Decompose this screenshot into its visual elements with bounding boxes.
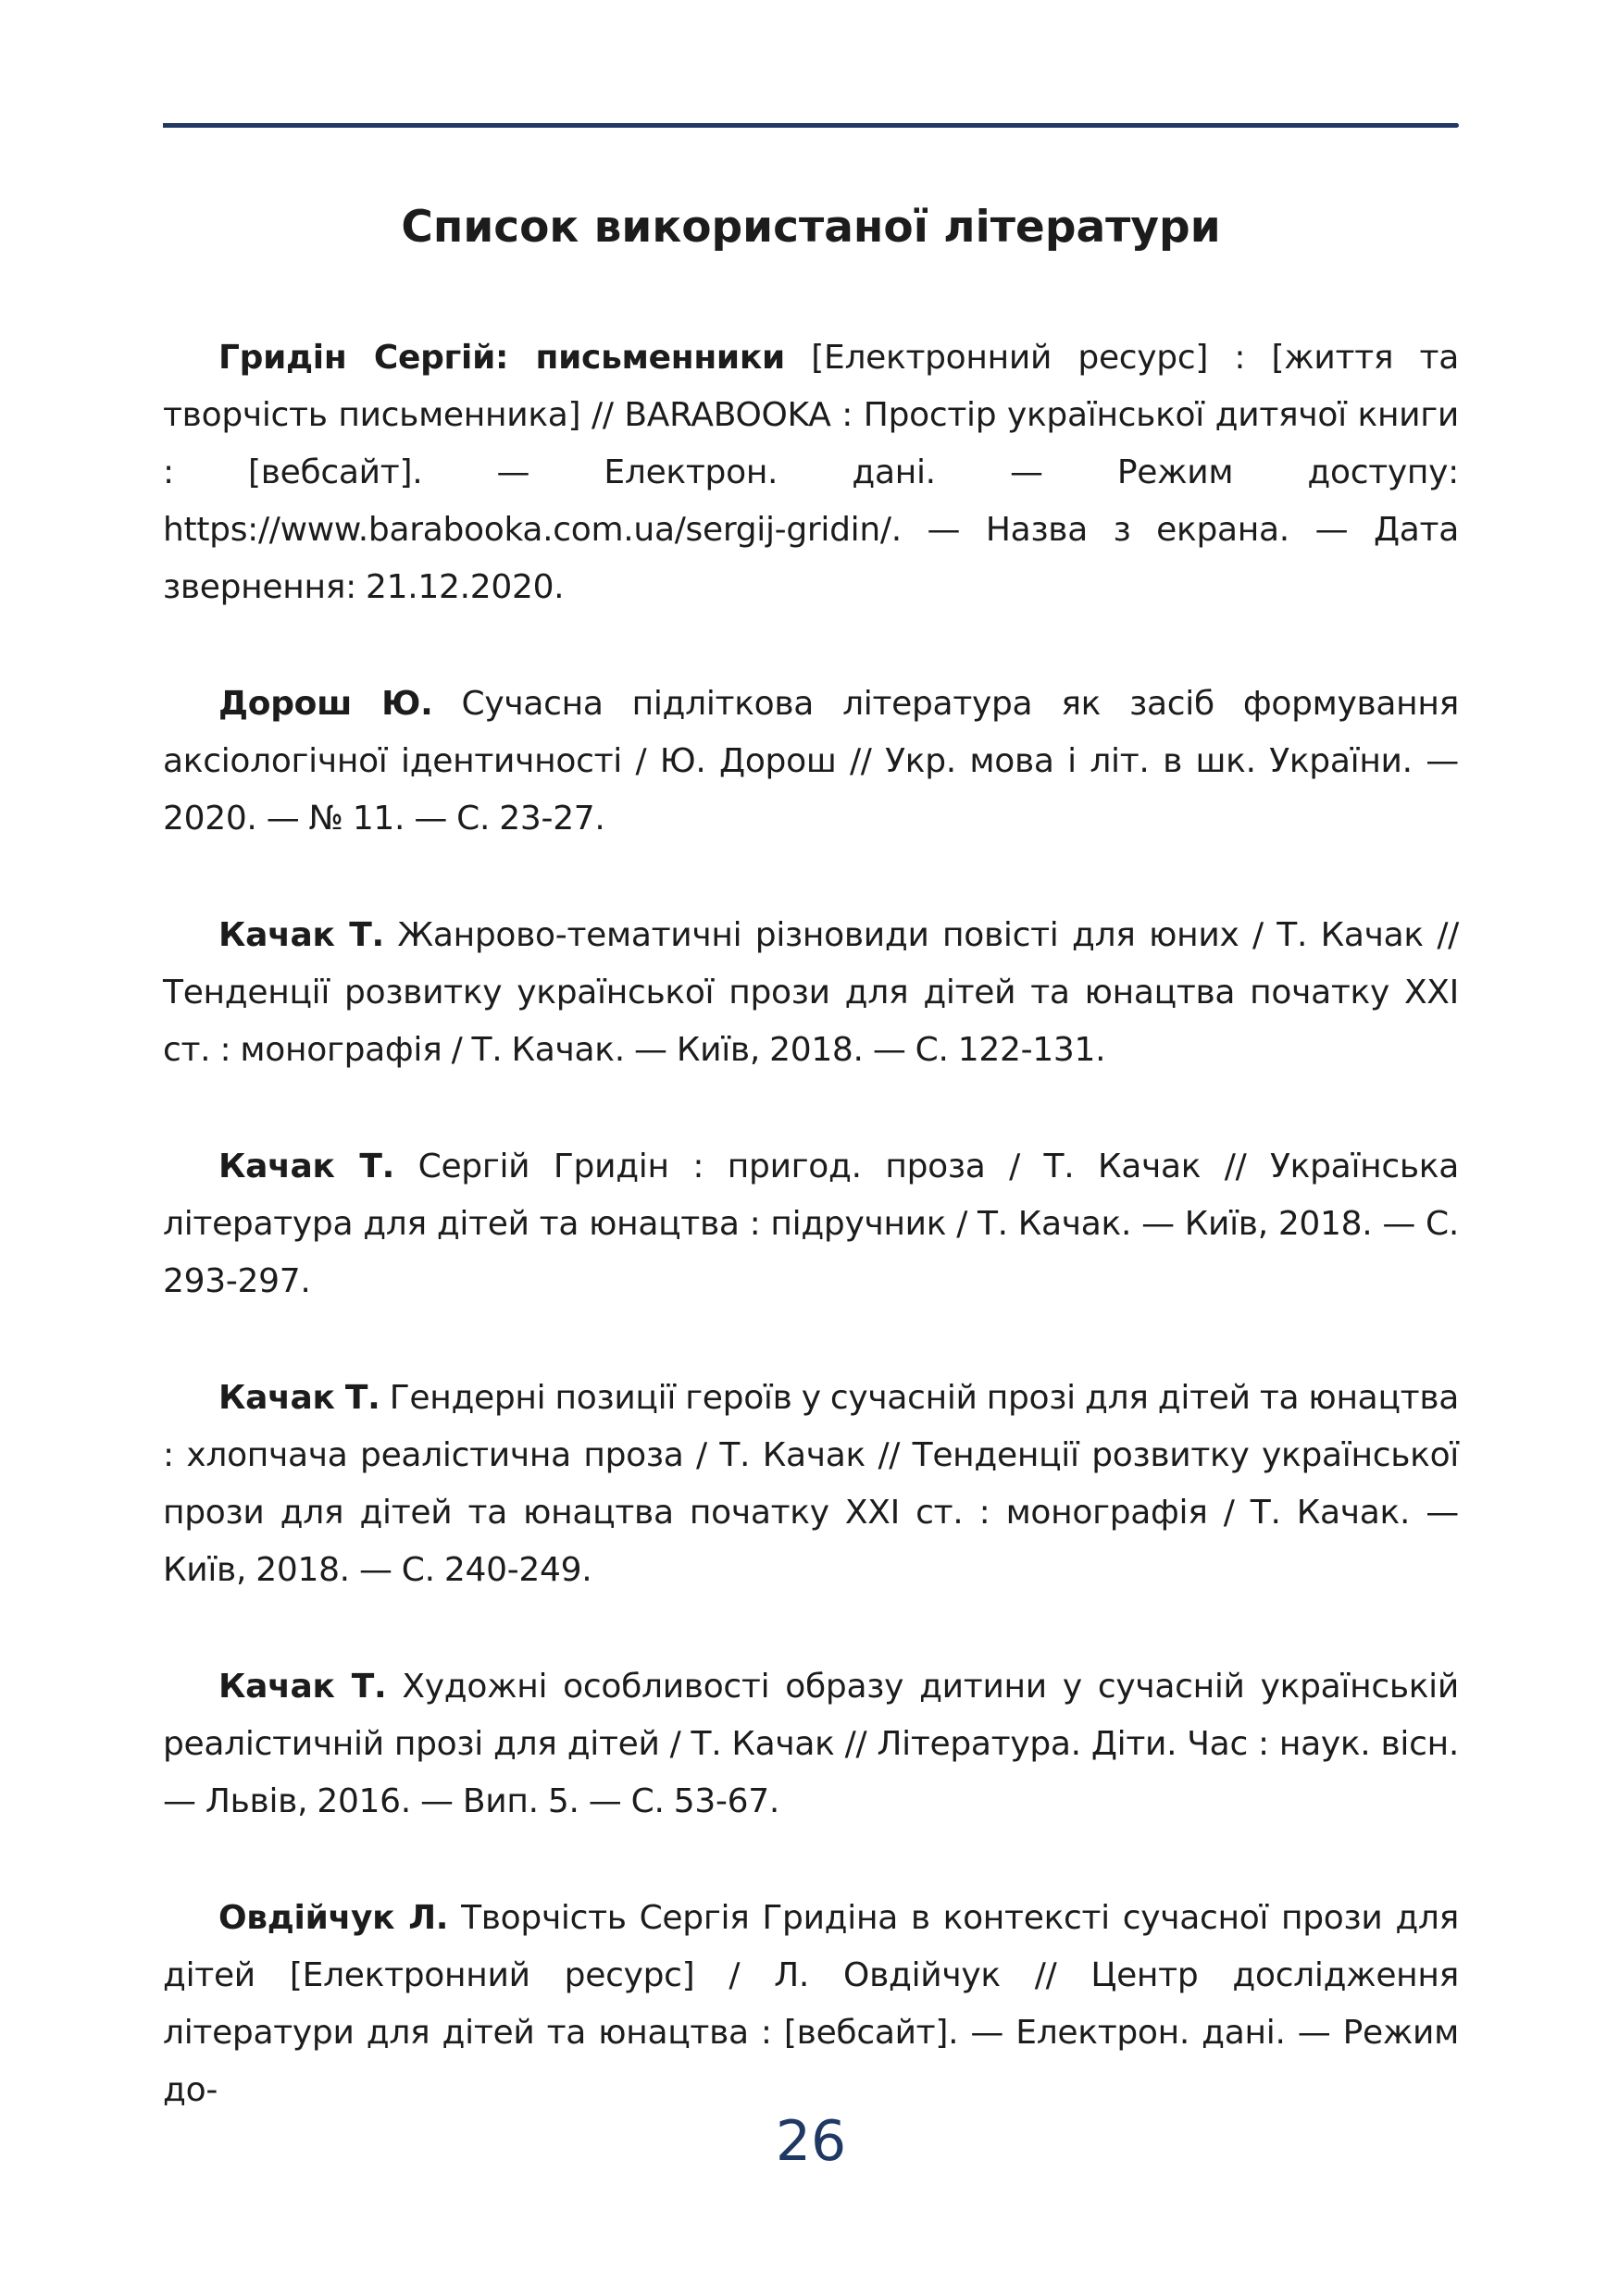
bibliography-entry <box>163 1658 1459 1831</box>
entry-author: Качак Т. <box>218 1379 380 1417</box>
bibliography-entry <box>163 329 1459 616</box>
entry-text: Жанрово-тематичні різновиди повісті для юних / Т. Качак // Тенденції розвитку української прози для дітей та юнацтва початку ХХІ ст. : монографія / Т. Качак. — Київ, 2018. — С. 122-131. <box>163 916 1459 1069</box>
entry-author: Качак Т. <box>218 1668 387 1706</box>
entry-text: [Електронний ресурс] : [життя та творчість письменника] // BARABOOKA : Простір української дитячої книги : [вебсайт]. — Електрон. дані. — Режим доступу: https://www.barabooka.com.ua/sergij-gridin/. — Назва з екрана. — Дата звернення: 21.12.2020. <box>163 339 1459 606</box>
page-title: Список використаної літератури <box>401 202 1221 253</box>
entry-author: Гридін Сергій: письменники <box>218 339 785 377</box>
entry-text: Гендерні позиції героїв у сучасній прозі для дітей та юнацтва : хлопчача реалістична проза / Т. Качак // Тенденції розвитку української прози для дітей та юнацтва початку ХХІ ст. : монографія / Т. Качак. — Київ, 2018. — С. 240-249. <box>163 1379 1459 1589</box>
entry-author: Дорош Ю. <box>218 685 433 723</box>
entry-text: Сучасна підліткова література як засіб формування аксіологічної ідентичності / Ю. Дорош // Укр. мова і літ. в шк. України. — 2020. — № 11. — С. 23-27. <box>163 685 1459 838</box>
bibliography-entry <box>163 907 1459 1079</box>
entry-text: Творчість Сергія Гридіна в контексті сучасної прози для дітей [Електронний ресурс] / Л. Овдійчук // Центр дослідження літератури для дітей та юнацтва : [вебсайт]. — Електрон. дані. — Режим до- <box>163 1899 1459 2109</box>
page-number: 26 <box>775 2109 847 2174</box>
entry-author: Овдійчук Л. <box>218 1899 449 1937</box>
bibliography-entry <box>163 1138 1459 1310</box>
entry-text: Сергій Гридін : пригод. проза / Т. Качак // Українська література для дітей та юнацтва : підручник / Т. Качак. — Київ, 2018. — С. 293-297. <box>163 1148 1459 1300</box>
entry-author: Качак Т. <box>218 916 384 954</box>
entry-text: Художні особливості образу дитини у сучасній українській реалістичній прозі для дітей / Т. Качак // Література. Діти. Час : наук. вісн. — Львів, 2016. — Вип. 5. — С. 53-67. <box>163 1668 1459 1820</box>
bibliography-entry <box>163 676 1459 848</box>
entry-author: Качак Т. <box>218 1148 394 1185</box>
bibliography-entry <box>163 1890 1459 2119</box>
header-rule <box>163 123 1459 128</box>
bibliography-entry <box>163 1370 1459 1599</box>
bibliography-list <box>163 329 1459 2178</box>
